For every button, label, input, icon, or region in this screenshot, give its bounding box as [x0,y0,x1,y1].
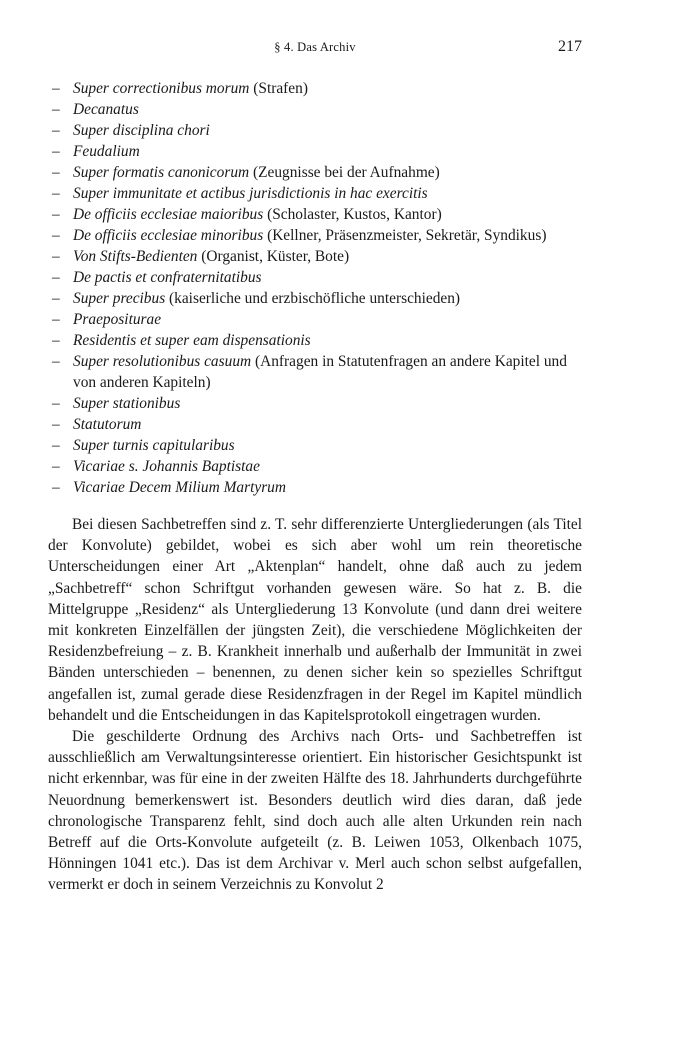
list-dash: – [52,290,60,307]
list-item [52,477,584,498]
body-text [48,514,582,896]
latin-title: Super formatis canonicorum [73,164,250,181]
latin-title: Statutorum [73,416,142,433]
latin-title: Super stationibus [73,395,181,412]
list-item [52,435,584,456]
list-item [52,99,584,120]
latin-title: Super disciplina chori [73,122,210,139]
running-head: § 4. Das Archiv [274,40,356,54]
page-number: 217 [558,38,582,55]
list-dash: – [52,248,60,265]
latin-title: Residentis et super eam dispensationis [73,332,311,349]
list-dash: – [52,458,60,475]
latin-title: Super immunitate et actibus jurisdictionis in hac exercitis [73,185,428,202]
paragraph: Bei diesen Sachbetreffen sind z. T. sehr differenzierte Untergliederungen (als Titel der Konvolute) gebildet, wobei es sich aber wohl um rein theoretische Unterscheidungen einer Art „Aktenplan“ handelt, ohne daß auch zu jedem „Sachbetreff“ schon Schriftgut vorhanden gewesen wäre. So hat z. B. die Mittelgruppe „Residenz“ als Untergliederung 13 Konvolute (und dann drei weitere mit konkreten Einzelfällen der jüngsten Zeit), die verschiedene Möglichkeiten der Residenzbefreiung – z. B. Krankheit innerhalb und außerhalb der Immunität in zwei Bänden unterschieden – benennen, zu denen sicher kein so spezielles Schriftgut angefallen ist, zumal gerade diese Residenzfragen in der Regel im Kapitel mündlich behandelt und die Entscheidungen in das Kapitelsprotokoll eingetragen wurden. [48,516,582,724]
german-gloss: (Zeugnisse bei der Aufnahme) [249,164,440,181]
list-dash: – [52,332,60,349]
list-item [52,204,584,225]
latin-title: De pactis et confraternitatibus [73,269,262,286]
latin-title: Praepositurae [73,311,162,328]
list-item [52,393,584,414]
list-dash: – [52,437,60,454]
list-item [52,246,584,267]
list-item [52,288,584,309]
list-item [52,330,584,351]
list-item [52,162,584,183]
latin-title: Super precibus [73,290,166,307]
list-item [52,78,584,99]
latin-title: Decanatus [73,101,139,118]
list-item [52,309,584,330]
german-gloss: (Kellner, Präsenzmeister, Sekretär, Syndikus) [263,227,547,244]
page-header [48,38,582,60]
latin-title: Super resolutionibus casuum [73,353,252,370]
german-gloss: (Anfragen in Statutenfragen an andere Kapitel und von anderen Kapiteln) [73,353,567,391]
list-dash: – [52,269,60,286]
list-dash: – [52,395,60,412]
list-dash: – [52,206,60,223]
latin-title: Von Stifts-Bedienten [73,248,198,265]
list-dash: – [52,416,60,433]
list-item [52,141,584,162]
list-item [52,351,584,393]
latin-title: Super turnis capitularibus [73,437,235,454]
list-item [52,414,584,435]
list-dash: – [52,227,60,244]
german-gloss: (kaiserliche und erzbischöfliche unterschieden) [165,290,461,307]
list-dash: – [52,80,60,97]
list-item [52,267,584,288]
archive-subject-list [52,78,584,498]
list-item [52,456,584,477]
latin-title: Vicariae Decem Milium Martyrum [73,479,286,496]
list-dash: – [52,311,60,328]
list-dash: – [52,353,60,370]
german-gloss: (Scholaster, Kustos, Kantor) [263,206,442,223]
list-dash: – [52,479,60,496]
latin-title: Vicariae s. Johannis Baptistae [73,458,260,475]
latin-title: De officiis ecclesiae maioribus [73,206,264,223]
paragraph: Die geschilderte Ordnung des Archivs nach Orts- und Sachbetreffen ist ausschließlich am Verwaltungsinteresse orientiert. Ein historischer Gesichtspunkt ist nicht erkennbar, was für eine in der zweiten Hälfte des 18. Jahrhunderts durchgeführte Neuordnung bemerkenswert ist. Besonders deutlich wird dies daran, daß jede chronologische Transparenz fehlt, sind doch auch alle alten Urkunden rein nach Betreff auf die Orts-Konvolute aufgeteilt (z. B. Leiwen 1053, Olkenbach 1075, Hönningen 1041 etc.). Das ist dem Archivar v. Merl auch schon selbst aufgefallen, vermerkt er doch in seinem Verzeichnis zu Konvolut 2 [48,728,582,894]
list-dash: – [52,143,60,160]
list-item [52,225,584,246]
latin-title: De officiis ecclesiae minoribus [73,227,264,244]
german-gloss: (Organist, Küster, Bote) [197,248,350,265]
german-gloss: (Strafen) [249,80,308,97]
list-item [52,183,584,204]
list-item [52,120,584,141]
list-dash: – [52,164,60,181]
list-dash: – [52,122,60,139]
latin-title: Feudalium [73,143,140,160]
list-dash: – [52,101,60,118]
list-dash: – [52,185,60,202]
latin-title: Super correctionibus morum [73,80,250,97]
